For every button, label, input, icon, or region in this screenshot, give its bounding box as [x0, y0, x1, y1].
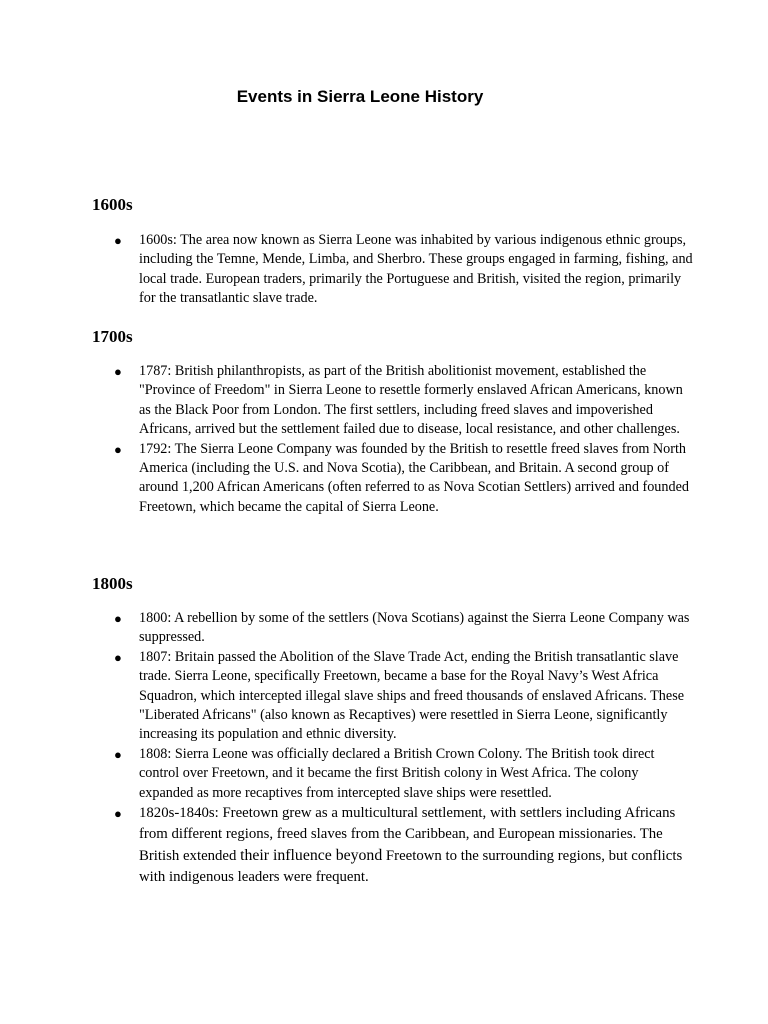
list-item-text: 1787: British philanthropists, as part of the British abolitionist movement, established the "Province of Freedom" in Sierra Leone to resettle formerly enslaved African Americans, known as the Black Poor from London. The first settlers, including freed slaves and impoverished Africans, arrived but the settlement failed due to disease, local resistance, and other challenges. [139, 363, 683, 438]
section-heading-1600s: 1600s [92, 195, 133, 214]
bullet-icon: ● [114, 806, 122, 822]
bullet-icon: ● [114, 441, 122, 457]
list-item-text-emphasis: their influence beyond [240, 847, 383, 865]
list-1600s [114, 231, 694, 309]
list-1700s [114, 362, 694, 517]
list-item-text-start: 1820s-1840s: Freetown grew as a multicultural settlement, with settlers including Africans from different regions, freed slaves from the Caribbean, and European missionaries. The British extended [139, 805, 676, 865]
list-item [114, 231, 694, 309]
section-heading-1700s: 1700s [92, 327, 133, 346]
list-item [114, 745, 694, 803]
list-item [114, 609, 694, 648]
list-item [114, 803, 694, 888]
list-item [114, 440, 694, 518]
list-item [114, 648, 694, 745]
list-item-text: 1600s: The area now known as Sierra Leone was inhabited by various indigenous ethnic groups, including the Temne, Mende, Limba, and Sherbro. These groups engaged in farming, fishing, and local trade. European traders, primarily the Portuguese and British, visited the region, primarily for the transatlantic slave trade. [139, 232, 693, 307]
bullet-icon: ● [114, 746, 122, 762]
section-heading-1800s: 1800s [92, 574, 133, 593]
document-title: Events in Sierra Leone History [236, 87, 484, 106]
list-item-text-end: Freetown to the surrounding regions, but conflicts with indigenous leaders were frequent. [139, 848, 683, 886]
bullet-icon: ● [114, 649, 122, 665]
bullet-icon: ● [114, 611, 122, 626]
list-item-text: 1800: A rebellion by some of the settlers (Nova Scotians) against the Sierra Leone Company was suppressed. [139, 610, 690, 646]
list-item-text: 1792: The Sierra Leone Company was founded by the British to resettle freed slaves from North America (including the U.S. and Nova Scotia), the Caribbean, and Britain. A second group of around 1,200 African Americans (often referred to as Nova Scotian Settlers) arrived and founded Freetown, which became the capital of Sierra Leone. [139, 440, 689, 515]
bullet-icon: ● [114, 233, 122, 248]
list-item-text: 1808: Sierra Leone was officially declared a British Crown Colony. The British took direct control over Freetown, and it became the first British colony in West Africa. The colony expanded as more recaptives from intercepted slave ships were resettled. [139, 745, 655, 801]
list-item [114, 362, 694, 440]
bullet-icon: ● [114, 364, 122, 379]
list-item-text: 1807: Britain passed the Abolition of the Slave Trade Act, ending the British transatlantic slave trade. Sierra Leone, specifically Freetown, became a base for the Royal Navy’s West Africa Squadron, which intercepted illegal slave ships and freed thousands of enslaved Africans. These "Liberated Africans" (also known as Recaptives) were resettled in Sierra Leone, significantly increasing its population and ethnic diversity. [139, 648, 685, 743]
list-1800s [114, 609, 694, 888]
list-item-text [139, 805, 682, 885]
